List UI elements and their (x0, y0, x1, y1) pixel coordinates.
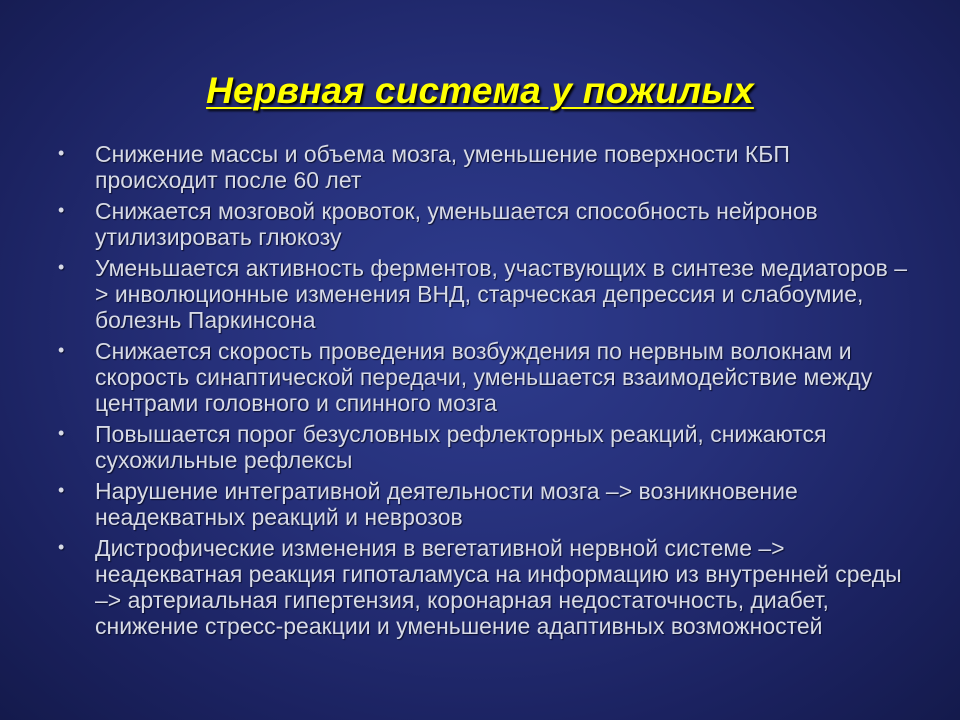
bullet-list (56, 141, 916, 644)
list-item (56, 478, 916, 530)
list-item (56, 535, 916, 639)
bullet-icon: • (58, 257, 65, 277)
bullet-icon: • (58, 537, 65, 557)
bullet-icon: • (58, 340, 65, 360)
list-item (56, 141, 916, 193)
bullet-icon: • (58, 423, 65, 443)
list-item (56, 255, 916, 333)
list-item (56, 338, 916, 416)
slide-title: Нервная система у пожилых (206, 70, 754, 111)
bullet-text: Снижается скорость проведения возбуждения по нервным волокнам и скорость синаптической передачи, уменьшается взаимодействие между центрами головного и спинного мозга (95, 338, 873, 416)
bullet-text: Нарушение интегративной деятельности мозга –> возникновение неадекватных реакций и неврозов (95, 478, 798, 530)
list-item (56, 421, 916, 473)
bullet-text: Повышается порог безусловных рефлекторных реакций, снижаются сухожильные рефлексы (95, 421, 827, 473)
bullet-icon: • (58, 480, 65, 500)
bullet-icon: • (58, 200, 65, 220)
bullet-text: Снижается мозговой кровоток, уменьшается способность нейронов утилизировать глюкозу (95, 198, 818, 250)
bullet-text: Дистрофические изменения в вегетативной нервной системе –> неадекватная реакция гипоталамуса на информацию из внутренней среды –> артериальная гипертензия, коронарная недостаточность, диабет, снижение стресс-реакции и уменьшение адаптивных возможностей (95, 535, 902, 639)
bullet-text: Снижение массы и объема мозга, уменьшение поверхности КБП происходит после 60 лет (95, 141, 790, 193)
bullet-icon: • (58, 143, 65, 163)
list-item (56, 198, 916, 250)
bullet-text: Уменьшается активность ферментов, участвующих в синтезе медиаторов –> инволюционные изменения ВНД, старческая депрессия и слабоумие, болезнь Паркинсона (95, 255, 908, 333)
